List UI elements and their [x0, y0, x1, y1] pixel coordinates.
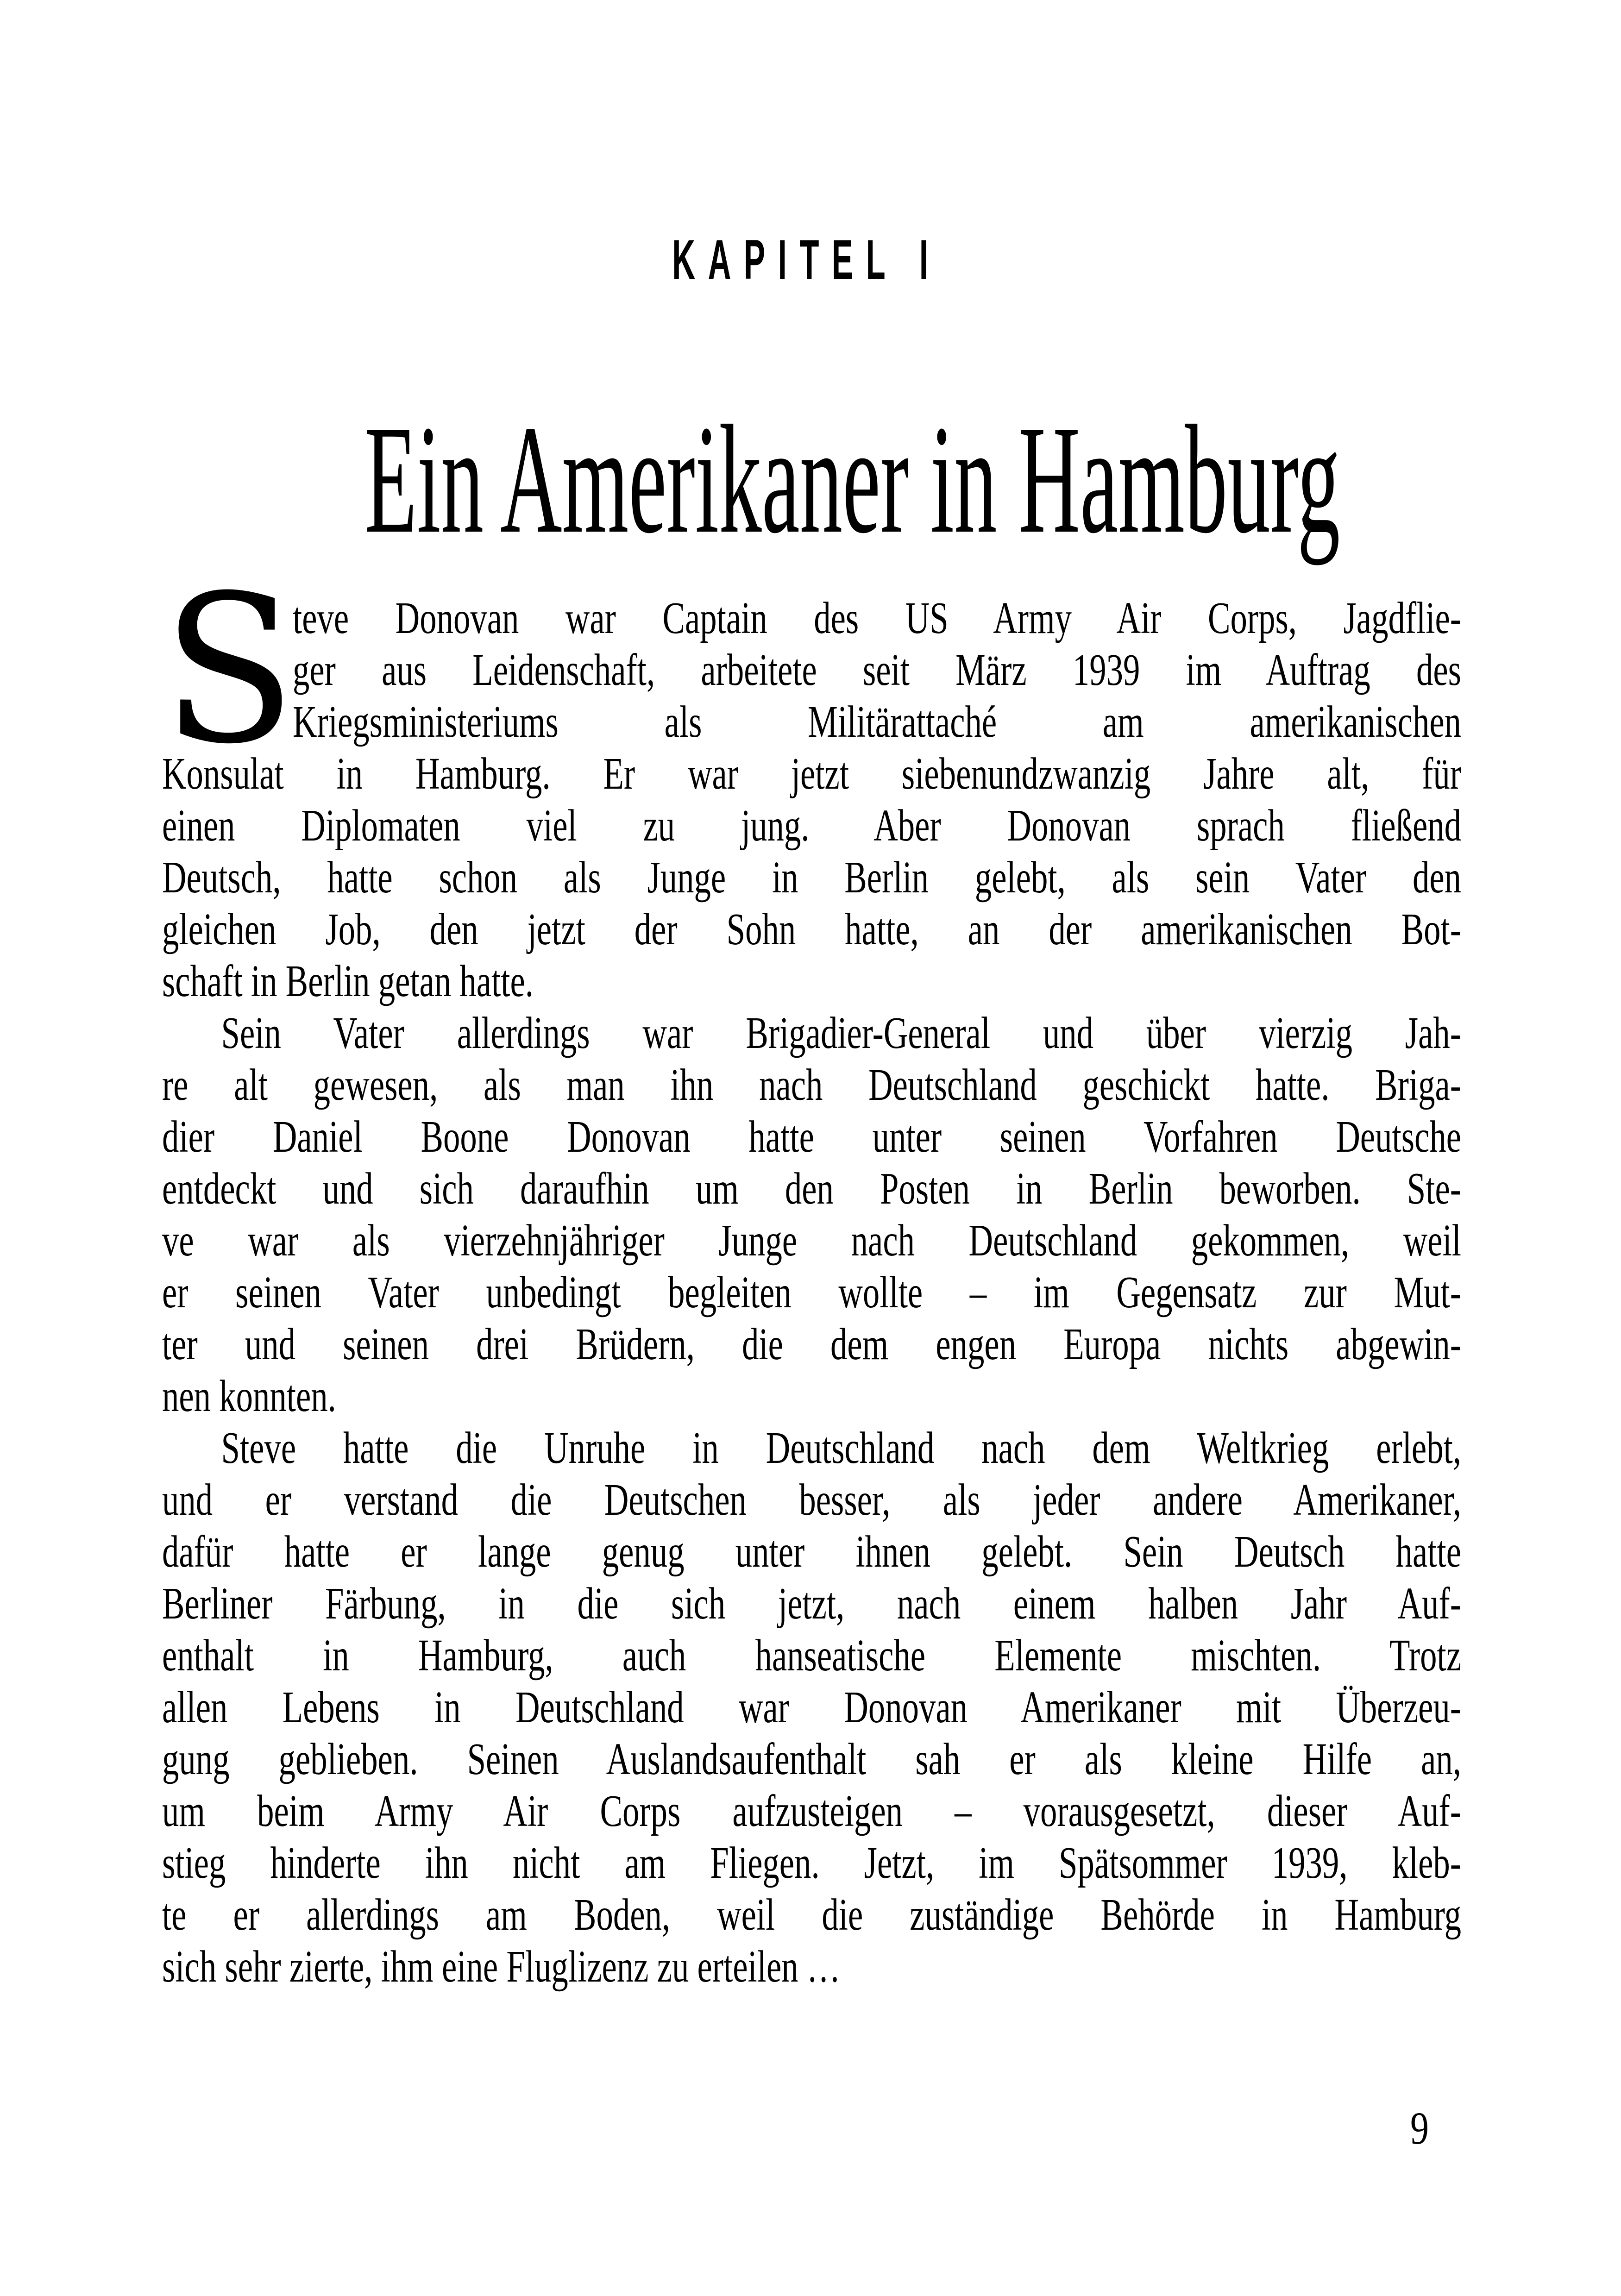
paragraph — [162, 1422, 1461, 1993]
text-line: enthalt in Hamburg, auch hanseatische Elemente mischten. Trotz — [162, 1631, 1461, 1680]
text-line: einen Diplomaten viel zu jung. Aber Donovan sprach fließend — [162, 801, 1461, 850]
text-line: ger aus Leidenschaft, arbeitete seit März 1939 im Auftrag des — [293, 645, 1461, 695]
text-line: schaft in Berlin getan hatte. — [162, 956, 534, 1006]
text-line: gleichen Job, den jetzt der Sohn hatte, an der amerikanischen Bot- — [162, 904, 1461, 954]
text-line: er seinen Vater unbedingt begleiten wollte – im Gegensatz zur Mut- — [162, 1267, 1461, 1317]
text-line: dier Daniel Boone Donovan hatte unter seinen Vorfahren Deutsche — [162, 1112, 1461, 1161]
text-line: gung geblieben. Seinen Auslandsaufenthalt sah er als kleine Hilfe an, — [162, 1734, 1461, 1784]
drop-cap-letter: S — [162, 552, 296, 789]
text-line: sich sehr zierte, ihm eine Fluglizenz zu erteilen … — [162, 1942, 841, 1991]
page-number: 9 — [1410, 2102, 1429, 2154]
text-line: Steve hatte die Unruhe in Deutschland nach dem Weltkrieg erlebt, — [221, 1423, 1461, 1473]
text-line: Berliner Färbung, in die sich jetzt, nach einem halben Jahr Auf- — [162, 1579, 1461, 1628]
chapter-title: Ein Amerikaner in Hamburg — [364, 393, 1340, 565]
text-line: re alt gewesen, als man ihn nach Deutschland geschickt hatte. Briga- — [162, 1060, 1461, 1110]
body-text-inner — [162, 552, 1461, 1993]
drop-cap — [162, 552, 296, 789]
text-line: Kriegsministeriums als Militärattaché am amerikanischen — [293, 697, 1461, 747]
body-text — [162, 552, 1461, 1993]
paragraph — [162, 1007, 1461, 1422]
text-line: entdeckt und sich daraufhin um den Posten in Berlin beworben. Ste- — [162, 1164, 1461, 1213]
text-line: allen Lebens in Deutschland war Donovan Amerikaner mit Überzeu- — [162, 1682, 1461, 1732]
text-line: Konsulat in Hamburg. Er war jetzt siebenundzwanzig Jahre alt, für — [162, 749, 1461, 798]
text-line: ve war als vierzehnjähriger Junge nach Deutschland gekommen, weil — [162, 1216, 1461, 1265]
text-line: nen konnten. — [162, 1371, 336, 1421]
text-line: Deutsch, hatte schon als Junge in Berlin gelebt, als sein Vater den — [162, 853, 1461, 902]
text-line: und er verstand die Deutschen besser, als jeder andere Amerikaner, — [162, 1475, 1461, 1524]
text-line: Sein Vater allerdings war Brigadier-General und über vierzig Jah- — [221, 1008, 1461, 1058]
text-line: stieg hinderte ihn nicht am Fliegen. Jetzt, im Spätsommer 1939, kleb- — [162, 1838, 1461, 1888]
text-line: dafür hatte er lange genug unter ihnen gelebt. Sein Deutsch hatte — [162, 1527, 1461, 1576]
paragraph — [162, 552, 1461, 1007]
text-line: um beim Army Air Corps aufzusteigen – vorausgesetzt, dieser Auf- — [162, 1786, 1461, 1836]
text-line: teve Donovan war Captain des US Army Air Corps, Jagdflie- — [293, 593, 1461, 643]
text-line: ter und seinen drei Brüdern, die dem engen Europa nichts abgewin- — [162, 1319, 1461, 1369]
chapter-label: KAPITEL I — [672, 228, 941, 291]
text-line: te er allerdings am Boden, weil die zuständige Behörde in Hamburg — [162, 1890, 1461, 1939]
